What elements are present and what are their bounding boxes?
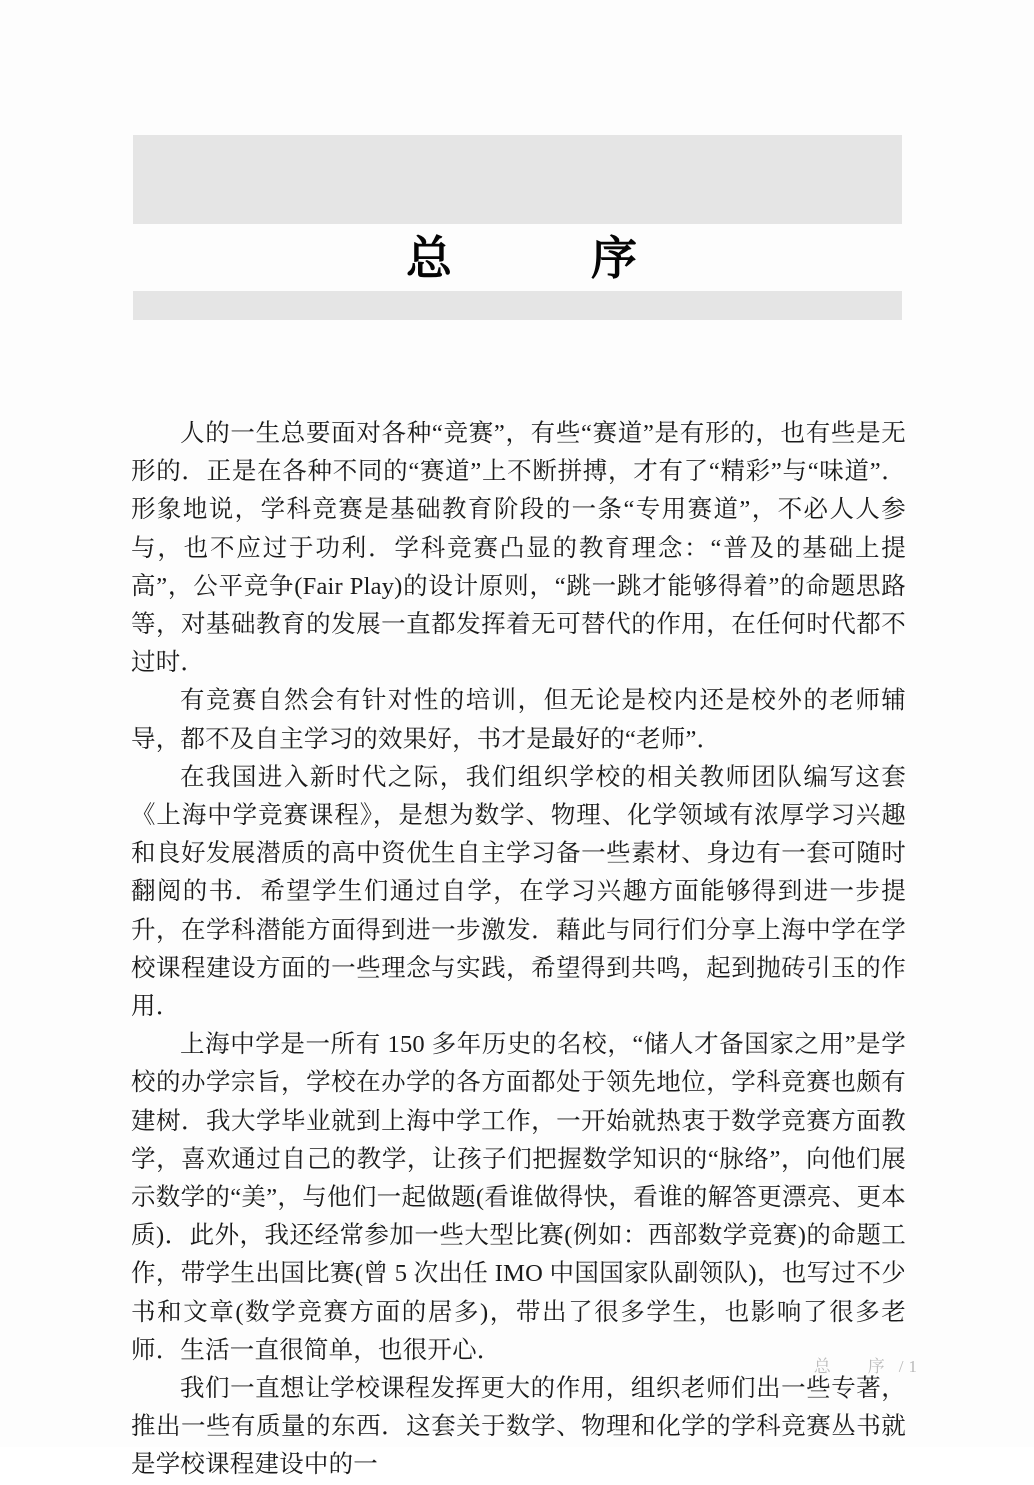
page-header [133, 135, 902, 320]
page-footer [0, 1352, 1034, 1377]
page-title: 总 序 [406, 230, 653, 285]
footer-content [814, 1352, 918, 1377]
page-title-zone [133, 224, 902, 291]
page-number: 1 [908, 1357, 918, 1376]
paragraph: 人的一生总要面对各种“竞赛”，有些“赛道”是有形的，也有些是无形的．正是在各种不同的“赛道”上不断拼搏，才有了“精彩”与“味道”．形象地说，学科竞赛是基础教育阶段的一条“专用赛道”，不必人人参与，也不应过于功利．学科竞赛凸显的教育理念：“普及的基础上提高”，公平竞争(Fair Play)的设计原则，“跳一跳才能够得着”的命题思路等，对基础教育的发展一直都发挥着无可替代的作用，在任何时代都不过时． [131, 420, 906, 677]
paragraph: 上海中学是一所有 150 多年历史的名校，“储人才备国家之用”是学校的办学宗旨，学校在办学的各方面都处于领先地位，学科竞赛也颇有建树．我大学毕业就到上海中学工作，一开始就热衷于数学竞赛方面教学，喜欢通过自己的教学，让孩子们把握数学知识的“脉络”，向他们展示数学的“美”，与他们一起做题(看谁做得快，看谁的解答更漂亮、更本质)．此外，我还经常参加一些大型比赛(例如：西部数学竞赛)的命题工作，带学生出国比赛(曾 5 次出任 IMO 中国国家队副领队)，也写过不少书和文章(数学竞赛方面的居多)，带出了很多学生，也影响了很多老师．生活一直很简单，也很开心． [131, 1031, 906, 1364]
footer-separator: / [898, 1357, 905, 1376]
header-band-top [133, 135, 902, 224]
header-band-bottom [133, 291, 902, 320]
paragraph: 在我国进入新时代之际，我们组织学校的相关教师团队编写这套《上海中学竞赛课程》，是想为数学、物理、化学领域有浓厚学习兴趣和良好发展潜质的高中资优生自主学习备一些素材、身边有一套可随时翻阅的书．希望学生们通过自学，在学习兴趣方面能够得到进一步提升，在学科潜能方面得到进一步激发．藉此与同行们分享上海中学在学校课程建设方面的一些理念与实践，希望得到共鸣，起到抛砖引玉的作用． [131, 763, 906, 1021]
paragraph: 有竞赛自然会有针对性的培训，但无论是校内还是校外的老师辅导，都不及自主学习的效果好，书才是最好的“老师”． [131, 687, 906, 753]
footer-section-label: 总 序 [813, 1357, 895, 1376]
paragraph: 我们一直想让学校课程发挥更大的作用，组织老师们出一些专著，推出一些有质量的东西．这套关于数学、物理和化学的学科竞赛丛书就是学校课程建设中的一 [131, 1375, 906, 1479]
body-text [131, 415, 906, 1485]
